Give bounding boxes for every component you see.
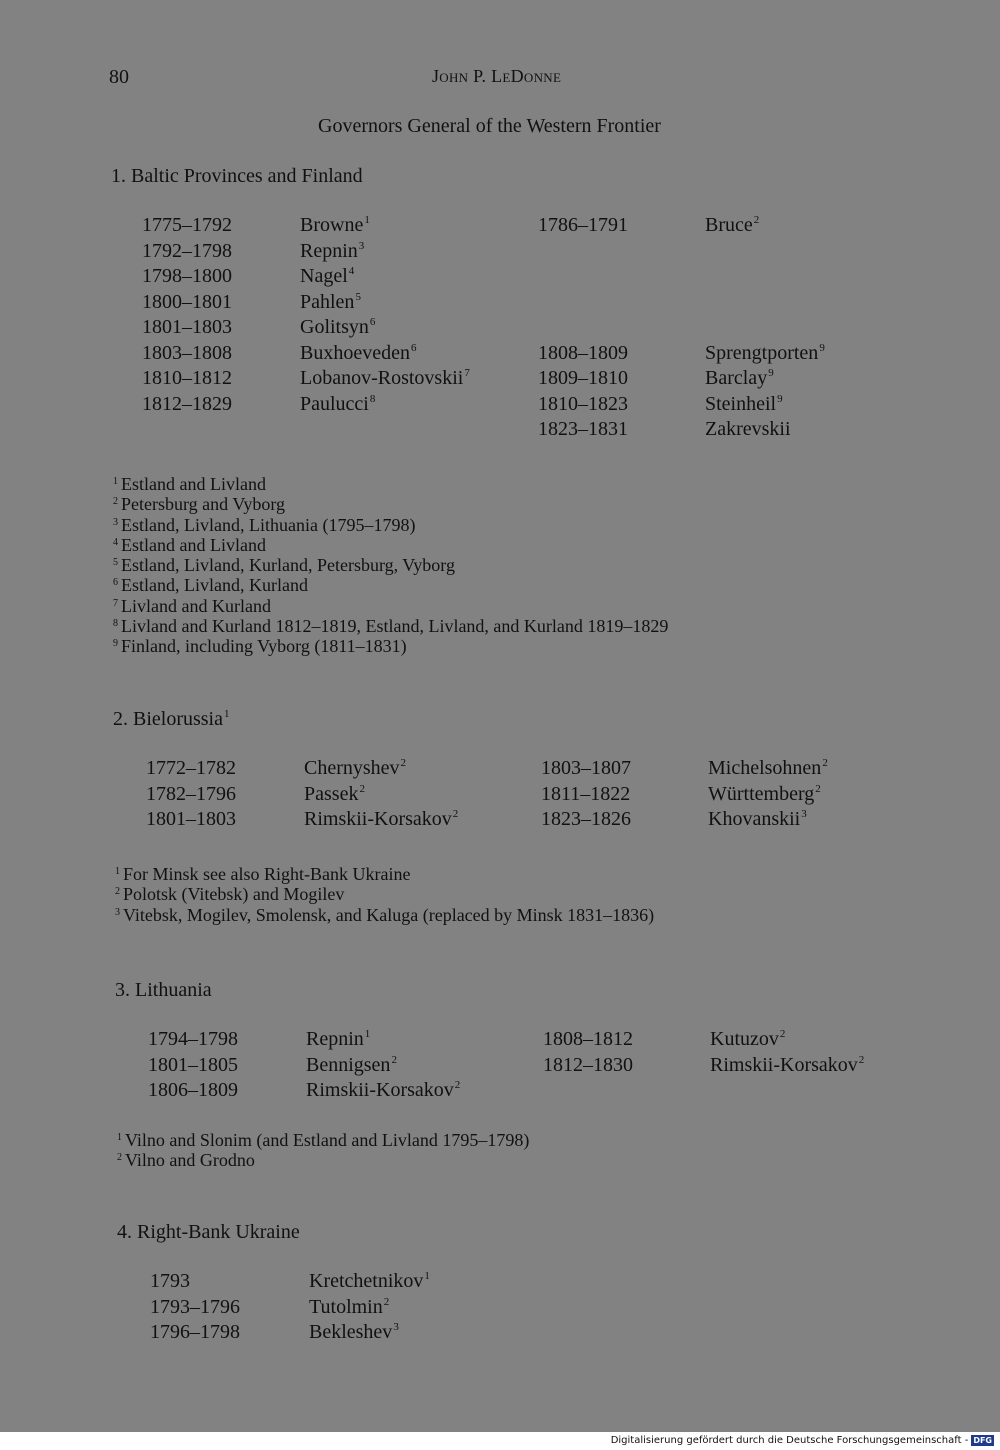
section-heading	[115, 979, 213, 1002]
footnote-text: Finland, including Vyborg (1811–1831)	[121, 636, 407, 657]
governor-name-cell-text: Tutolmin	[309, 1295, 383, 1318]
governor-name-cell-text: Chernyshev	[304, 757, 400, 779]
governor-name-cell	[705, 392, 783, 421]
years-cell	[142, 239, 232, 265]
years-cell-text: 1801–1803	[142, 316, 232, 338]
years-cell-text: 1806–1809	[148, 1079, 238, 1101]
footnote-ref: 3	[358, 239, 365, 252]
years-cell-text: 1803–1808	[142, 341, 232, 364]
footnote-ref: 4	[348, 265, 355, 277]
governor-name-cell-text: Steinheil	[705, 392, 777, 415]
footnote-text: Estland, Livland, Lithuania (1795–1798)	[121, 514, 416, 535]
footnote-text: Estland, Livland, Kurland	[121, 575, 308, 596]
governor-name-cell	[710, 1053, 864, 1082]
governor-name-cell-text: Zakrevskii	[705, 418, 791, 440]
years-cell	[142, 392, 232, 418]
governor-name-cell-text: Rimskii-Korsakov	[304, 808, 452, 830]
years-cell-text: 1775–1792	[142, 214, 232, 236]
footnote	[117, 1150, 529, 1170]
table-row	[0, 366, 1000, 392]
footnote-ref: 2	[454, 1079, 461, 1091]
governor-name-cell-text: Bennigsen	[306, 1053, 391, 1076]
footnote	[113, 575, 668, 595]
table-row	[0, 1320, 1000, 1346]
table-row	[0, 782, 1000, 808]
footnote-number: 1	[117, 1132, 122, 1143]
governor-name-cell	[708, 807, 807, 836]
table-row	[0, 264, 1000, 290]
years-cell	[541, 782, 630, 808]
years-cell	[150, 1269, 190, 1295]
footnote-ref: 3	[393, 1321, 399, 1333]
governor-name-cell-text: Rimskii-Korsakov	[306, 1079, 454, 1101]
years-cell-text: 1823–1831	[538, 418, 628, 440]
footnote	[113, 636, 668, 656]
table-row	[0, 290, 1000, 316]
footnote	[113, 494, 668, 514]
footnote-number: 7	[113, 597, 118, 609]
footnote-ref: 7	[464, 367, 470, 379]
years-cell-text: 1798–1800	[142, 265, 232, 287]
governors-table	[0, 756, 1000, 833]
years-cell-text: 1810–1812	[142, 367, 232, 389]
years-cell-text: 1812–1830	[543, 1053, 633, 1076]
years-cell-text: 1803–1807	[541, 757, 631, 779]
years-cell	[538, 417, 628, 443]
governor-name-cell	[708, 782, 821, 811]
footnote-number: 4	[113, 536, 118, 548]
governor-name-cell	[300, 264, 354, 293]
governor-name-cell-text: Passek	[304, 782, 359, 805]
years-cell	[538, 392, 628, 418]
footnote-ref: 6	[410, 341, 417, 354]
governor-name-cell-text: Württemberg	[708, 782, 815, 805]
years-cell	[142, 341, 232, 367]
years-cell-text: 1800–1801	[142, 290, 232, 313]
section-heading-text: 3. Lithuania	[115, 979, 212, 1001]
governor-name-cell	[309, 1295, 389, 1324]
governor-name-cell-text: Rimskii-Korsakov	[710, 1053, 858, 1076]
governor-name-cell-text: Khovanskii	[708, 808, 801, 830]
footnote-text: Estland, Livland, Kurland, Petersburg, Vyborg	[121, 555, 455, 576]
footnote-number: 3	[113, 516, 118, 528]
governor-name-cell-text: Buxhoeveden	[300, 341, 410, 364]
years-cell	[538, 213, 628, 239]
governor-name-cell-text: Browne	[300, 214, 364, 236]
governors-table	[0, 1269, 1000, 1346]
years-cell	[538, 341, 628, 367]
footnote-ref: 1	[364, 1028, 371, 1040]
page-number: 80	[109, 66, 129, 88]
governor-name-cell	[300, 290, 361, 319]
footnote-text: For Minsk see also Right-Bank Ukraine	[123, 864, 411, 884]
footnote-text: Vilno and Grodno	[125, 1150, 255, 1171]
governor-name-cell-text: Kutuzov	[710, 1028, 779, 1050]
footnote-number: 2	[115, 886, 120, 898]
footnote-ref: 6	[369, 316, 376, 328]
footnote-ref: 8	[369, 392, 376, 405]
footnote-text: Vitebsk, Mogilev, Smolensk, and Kaluga (replaced by Minsk 1831–1836)	[123, 904, 655, 925]
footnote	[113, 555, 668, 575]
governor-name-cell-text: Golitsyn	[300, 316, 369, 338]
governors-table	[0, 1027, 1000, 1104]
years-cell-text: 1772–1782	[146, 757, 236, 779]
governor-name-cell	[705, 341, 825, 370]
years-cell	[543, 1053, 633, 1079]
dfg-logo: DFG	[973, 1435, 992, 1445]
years-cell-text: 1793–1796	[150, 1295, 240, 1318]
section-heading-text: 1. Baltic Provinces and Finland	[111, 165, 363, 187]
footnote-ref: 2	[400, 757, 407, 769]
footnote-ref: 2	[359, 782, 365, 795]
years-cell	[146, 807, 236, 833]
governor-name-cell	[705, 213, 759, 242]
footnote-text: Polotsk (Vitebsk) and Mogilev	[123, 884, 345, 905]
governor-name-cell	[708, 756, 828, 785]
table-row	[0, 239, 1000, 265]
years-cell-text: 1796–1798	[150, 1321, 240, 1343]
years-cell-text: 1792–1798	[142, 239, 232, 262]
footnote-ref: 5	[355, 290, 361, 303]
table-row	[0, 392, 1000, 418]
footnote	[117, 1130, 529, 1150]
governor-name-cell-text: Michelsohnen	[708, 757, 822, 779]
governor-name-cell	[300, 366, 470, 395]
years-cell	[541, 807, 631, 833]
footnote-ref: 2	[391, 1053, 397, 1066]
governor-name-cell	[309, 1269, 430, 1298]
years-cell-text: 1808–1809	[538, 341, 628, 364]
footnote-text: Estland and Livland	[121, 474, 266, 494]
footnote-number: 2	[113, 496, 118, 508]
years-cell-text: 1812–1829	[142, 392, 232, 415]
governor-name-cell-text: Pahlen	[300, 290, 355, 313]
footnote-ref: 2	[779, 1028, 786, 1040]
governor-name-cell-text: Nagel	[300, 265, 348, 287]
footnote-text: Livland and Kurland	[121, 595, 271, 616]
governor-name-cell	[306, 1078, 460, 1107]
years-cell-text: 1811–1822	[541, 782, 631, 805]
table-row	[0, 213, 1000, 239]
footnote	[113, 535, 668, 555]
footnote-number: 5	[113, 557, 118, 569]
footnote	[113, 616, 668, 636]
governor-name-cell	[306, 1053, 397, 1082]
governor-name-cell-text: Sprengtporten	[705, 341, 819, 364]
years-cell-text: 1782–1796	[146, 782, 236, 805]
years-cell	[543, 1027, 633, 1053]
governor-name-cell-text: Lobanov-Rostovskii	[300, 367, 464, 389]
running-header-author: John P. LeDonne	[432, 66, 562, 86]
table-row	[0, 341, 1000, 367]
footnote-ref: 9	[819, 341, 825, 354]
footnote	[115, 905, 654, 925]
section-heading-text: 4. Right-Bank Ukraine	[117, 1221, 300, 1243]
footnote-number: 3	[115, 906, 120, 918]
years-cell	[541, 756, 631, 782]
footnote-number: 6	[113, 577, 118, 589]
years-cell	[146, 782, 236, 808]
footnote-ref: 2	[452, 808, 459, 820]
governors-table	[0, 213, 1000, 443]
footnote-ref: 1	[424, 1270, 430, 1282]
years-cell-text: 1801–1805	[148, 1053, 238, 1076]
governor-name-cell	[300, 392, 375, 421]
footnote-number: 9	[113, 638, 118, 650]
footnote	[113, 596, 668, 616]
footnote	[113, 515, 668, 535]
years-cell	[148, 1078, 238, 1104]
table-row	[0, 1078, 1000, 1104]
years-cell	[142, 290, 232, 316]
footnote-text: Livland and Kurland 1812–1819, Estland, Livland, and Kurland 1819–1829	[121, 616, 669, 637]
years-cell-text: 1794–1798	[148, 1028, 238, 1050]
years-cell	[146, 756, 236, 782]
years-cell	[148, 1027, 238, 1053]
governor-name-cell-text: Kretchetnikov	[309, 1270, 424, 1292]
footnote-text: Vilno and Slonim (and Estland and Livland 1795–1798)	[125, 1130, 530, 1150]
governor-name-cell-text: Barclay	[705, 367, 768, 389]
table-row	[0, 1053, 1000, 1079]
footnote-ref: 2	[815, 782, 821, 795]
governor-name-cell	[304, 782, 365, 811]
footnote-ref: 2	[822, 757, 828, 769]
footnotes	[117, 1130, 529, 1171]
footer-bar	[0, 1432, 1000, 1450]
table-row	[0, 1295, 1000, 1321]
years-cell-text: 1823–1826	[541, 808, 631, 830]
years-cell	[142, 366, 232, 392]
footnote-ref: 9	[768, 367, 774, 379]
footnote-ref: 1	[364, 214, 370, 226]
governor-name-cell-text: Repnin	[306, 1028, 364, 1050]
table-row	[0, 756, 1000, 782]
footer-credit: Digitalisierung gefördert durch die Deutsche Forschungsgemeinschaft -	[610, 1435, 969, 1446]
footnote-ref: 2	[383, 1295, 390, 1308]
years-cell-text: 1793	[150, 1270, 190, 1292]
years-cell	[150, 1320, 240, 1346]
footnote-number: 8	[113, 618, 118, 630]
footnote-ref: 2	[858, 1053, 865, 1066]
governor-name-cell	[300, 341, 416, 370]
footnote-text: Estland and Livland	[121, 534, 266, 555]
footnote-number: 2	[117, 1152, 122, 1164]
years-cell-text: 1810–1823	[538, 392, 628, 415]
governor-name-cell	[705, 417, 791, 443]
governor-name-cell-text: Paulucci	[300, 392, 369, 415]
governor-name-cell	[304, 807, 458, 836]
governor-name-cell-text: Repnin	[300, 239, 358, 262]
table-row	[0, 1027, 1000, 1053]
footnote-number: 1	[113, 476, 118, 487]
section-heading	[113, 708, 230, 731]
footnote	[115, 884, 654, 904]
years-cell	[150, 1295, 240, 1321]
years-cell	[538, 366, 628, 392]
years-cell-text: 1808–1812	[543, 1028, 633, 1050]
footnote	[113, 474, 668, 494]
footnotes	[113, 474, 668, 657]
document-title: Governors General of the Western Frontier	[318, 115, 661, 137]
years-cell	[142, 264, 232, 290]
governor-name-cell-text: Bekleshev	[309, 1321, 393, 1343]
section-heading	[117, 1221, 301, 1244]
footnote-text: Petersburg and Vyborg	[121, 494, 285, 515]
table-row	[0, 315, 1000, 341]
years-cell	[148, 1053, 238, 1079]
footnote	[115, 864, 654, 884]
section-heading	[111, 165, 364, 188]
section-heading-text: 2. Bielorussia	[113, 708, 223, 730]
governor-name-cell	[309, 1320, 399, 1349]
years-cell-text: 1801–1803	[146, 808, 236, 830]
governor-name-cell	[710, 1027, 785, 1056]
governor-name-cell	[705, 366, 774, 395]
footnote-ref: 3	[801, 808, 807, 820]
years-cell-text: 1786–1791	[538, 214, 628, 236]
footnotes	[115, 864, 654, 925]
footnote-ref: 2	[753, 214, 760, 226]
footnote-ref: 9	[777, 392, 783, 405]
governor-name-cell	[306, 1027, 370, 1056]
governor-name-cell	[304, 756, 406, 785]
table-row	[0, 417, 1000, 443]
years-cell-text: 1809–1810	[538, 367, 628, 389]
footnote-number: 1	[115, 866, 120, 877]
governor-name-cell	[300, 239, 364, 268]
table-row	[0, 807, 1000, 833]
governor-name-cell	[300, 213, 370, 242]
section-heading-sup: 1	[224, 708, 230, 720]
years-cell	[142, 315, 232, 341]
governor-name-cell	[300, 315, 375, 344]
governor-name-cell-text: Bruce	[705, 214, 753, 236]
years-cell	[142, 213, 232, 239]
table-row	[0, 1269, 1000, 1295]
